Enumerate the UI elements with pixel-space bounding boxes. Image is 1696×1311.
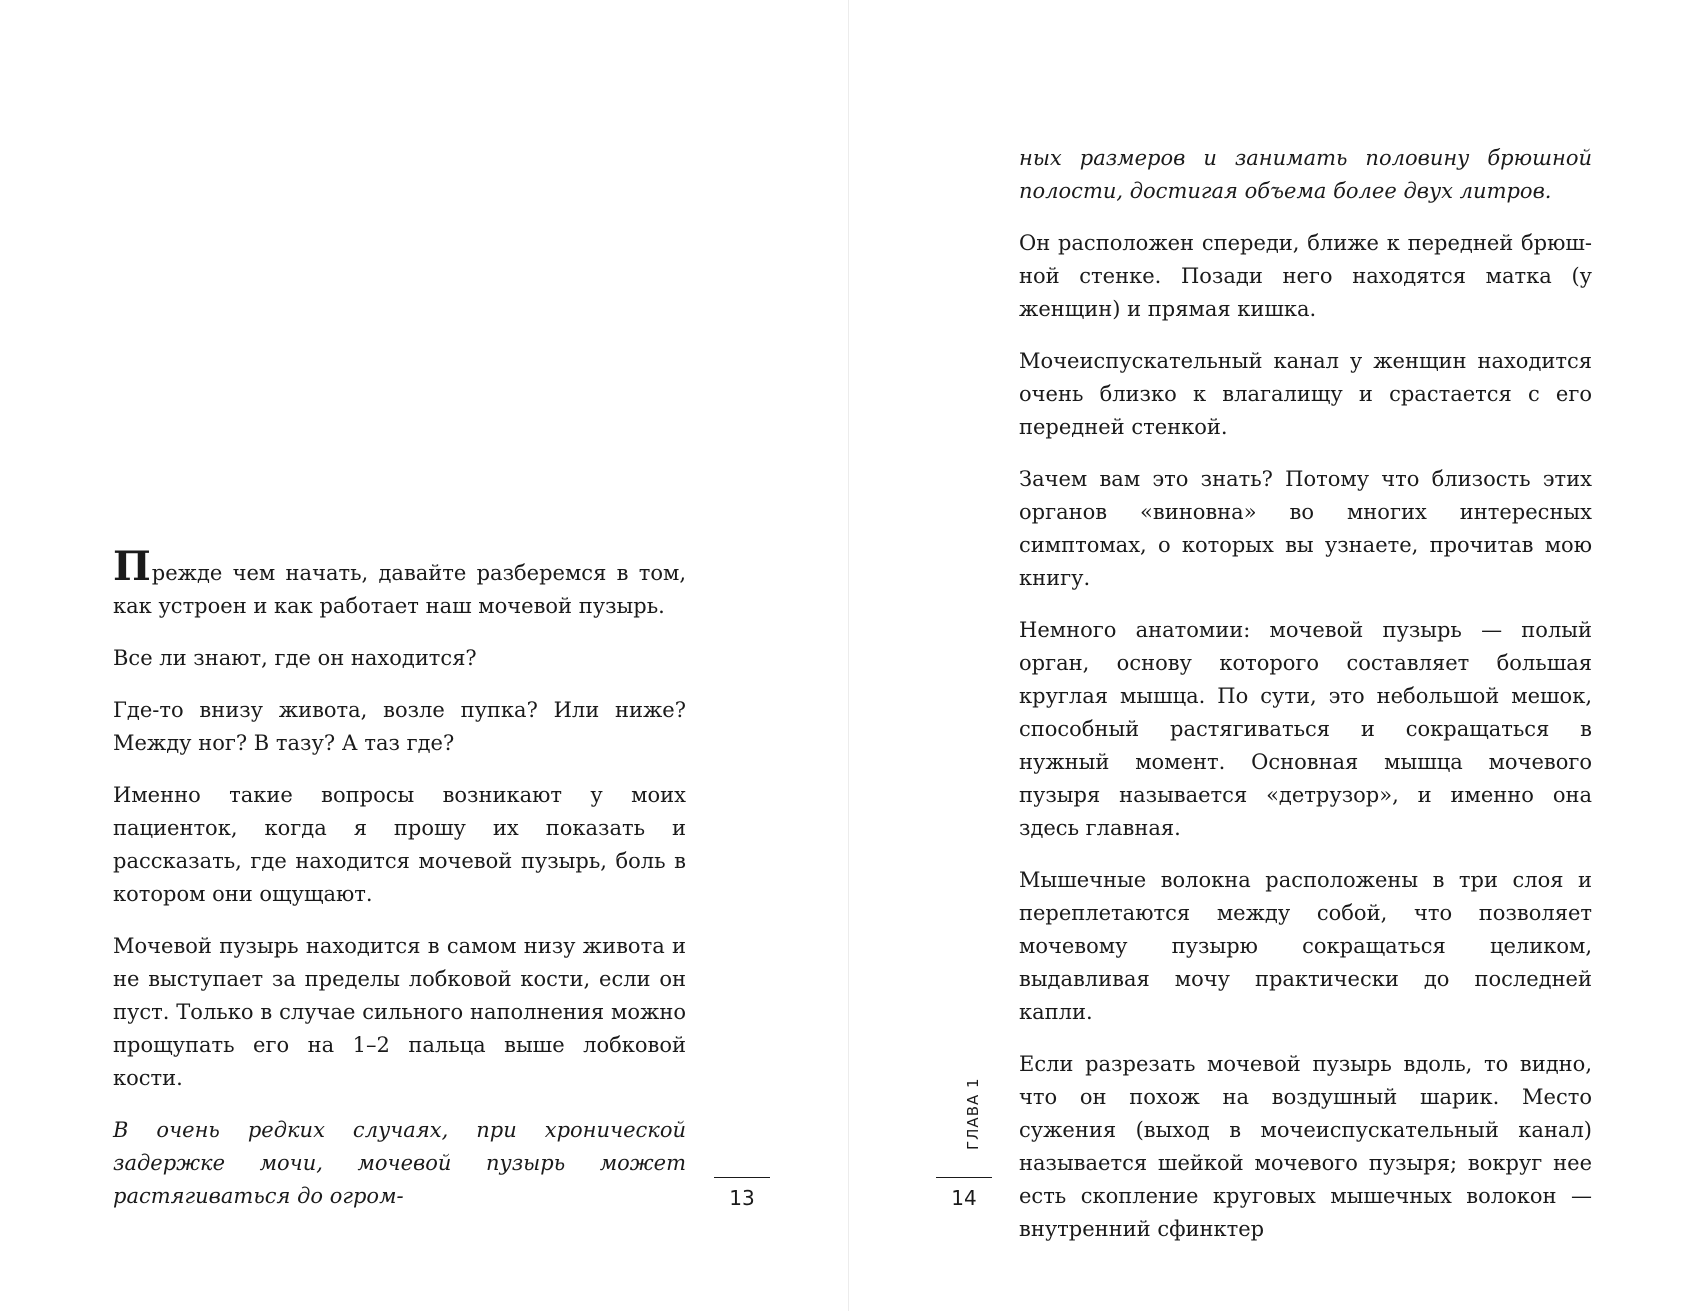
chapter-label: ГЛАВА 1	[964, 1077, 982, 1150]
page-number-rule	[936, 1177, 992, 1178]
paragraph: Зачем вам это знать? Потому что близость этих органов «виновна» во многих интересных симптомах, о которых вы узнаете, прочитав мою книгу.	[1019, 467, 1592, 590]
paragraph: Где-то внизу живота, возле пупка? Или ниже? Между ног? В тазу? А таз где?	[113, 698, 686, 755]
paragraph: Все ли знают, где он находится?	[113, 646, 477, 670]
paragraph: Он расположен спереди, ближе к передней брюшной стенке. Позади него находятся матка (у женщин) и прямая кишка.	[1019, 231, 1592, 321]
page-number: 13	[729, 1186, 755, 1210]
page-number-rule	[714, 1177, 770, 1178]
page-number: 14	[951, 1186, 977, 1210]
paragraph	[113, 543, 686, 623]
drop-cap: П	[113, 543, 151, 590]
paragraph: Именно такие вопросы возникают у моих пациенток, когда я прошу их показать и рассказать, где находится мочевой пузырь, боль в котором они ощущают.	[113, 783, 686, 906]
paragraph: Мышечные волокна расположены в три слоя и переплетаются между собой, что позволяет мочевому пузырю сокращаться целиком, выдавливая мочу практически до последней капли.	[1019, 868, 1592, 1024]
italic-paragraph: ных размеров и занимать половину брюшной полости, достигая объема более двух литров.	[1019, 146, 1592, 203]
paragraph: Немного анатомии: мочевой пузырь — полый орган, основу которого составляет большая круглая мышца. По сути, это небольшой мешок, способный растягиваться и сокращаться в нужный момент. Основная мышца мочевого пузыря называется «детрузор», и именно она здесь главная.	[1019, 618, 1592, 840]
italic-paragraph: В очень редких случаях, при хронической задержке мочи, мочевой пузырь может растягиваться до огром-	[113, 1118, 686, 1208]
left-page-text	[113, 543, 686, 1232]
paragraph: Мочевой пузырь находится в самом низу живота и не выступает за пределы лобковой кости, если он пуст. Только в случае сильного наполнения можно прощупать его на 1–2 пальца выше лобковой кости.	[113, 934, 686, 1090]
paragraph-text: режде чем начать, давайте разберемся в том, как устроен и как работает наш мочевой пузырь.	[113, 561, 686, 618]
paragraph: Мочеиспускательный канал у женщин находится очень близко к влагалищу и срастается с его передней стенкой.	[1019, 349, 1592, 439]
right-page-text	[1019, 142, 1592, 1265]
paragraph: Если разрезать мочевой пузырь вдоль, то видно, что он похож на воздушный шарик. Место сужения (выход в мочеиспускательный канал) называется шейкой мочевого пузыря; вокруг нее есть скопление круговых мышечных волокон — внутренний сфинктер	[1019, 1052, 1592, 1241]
